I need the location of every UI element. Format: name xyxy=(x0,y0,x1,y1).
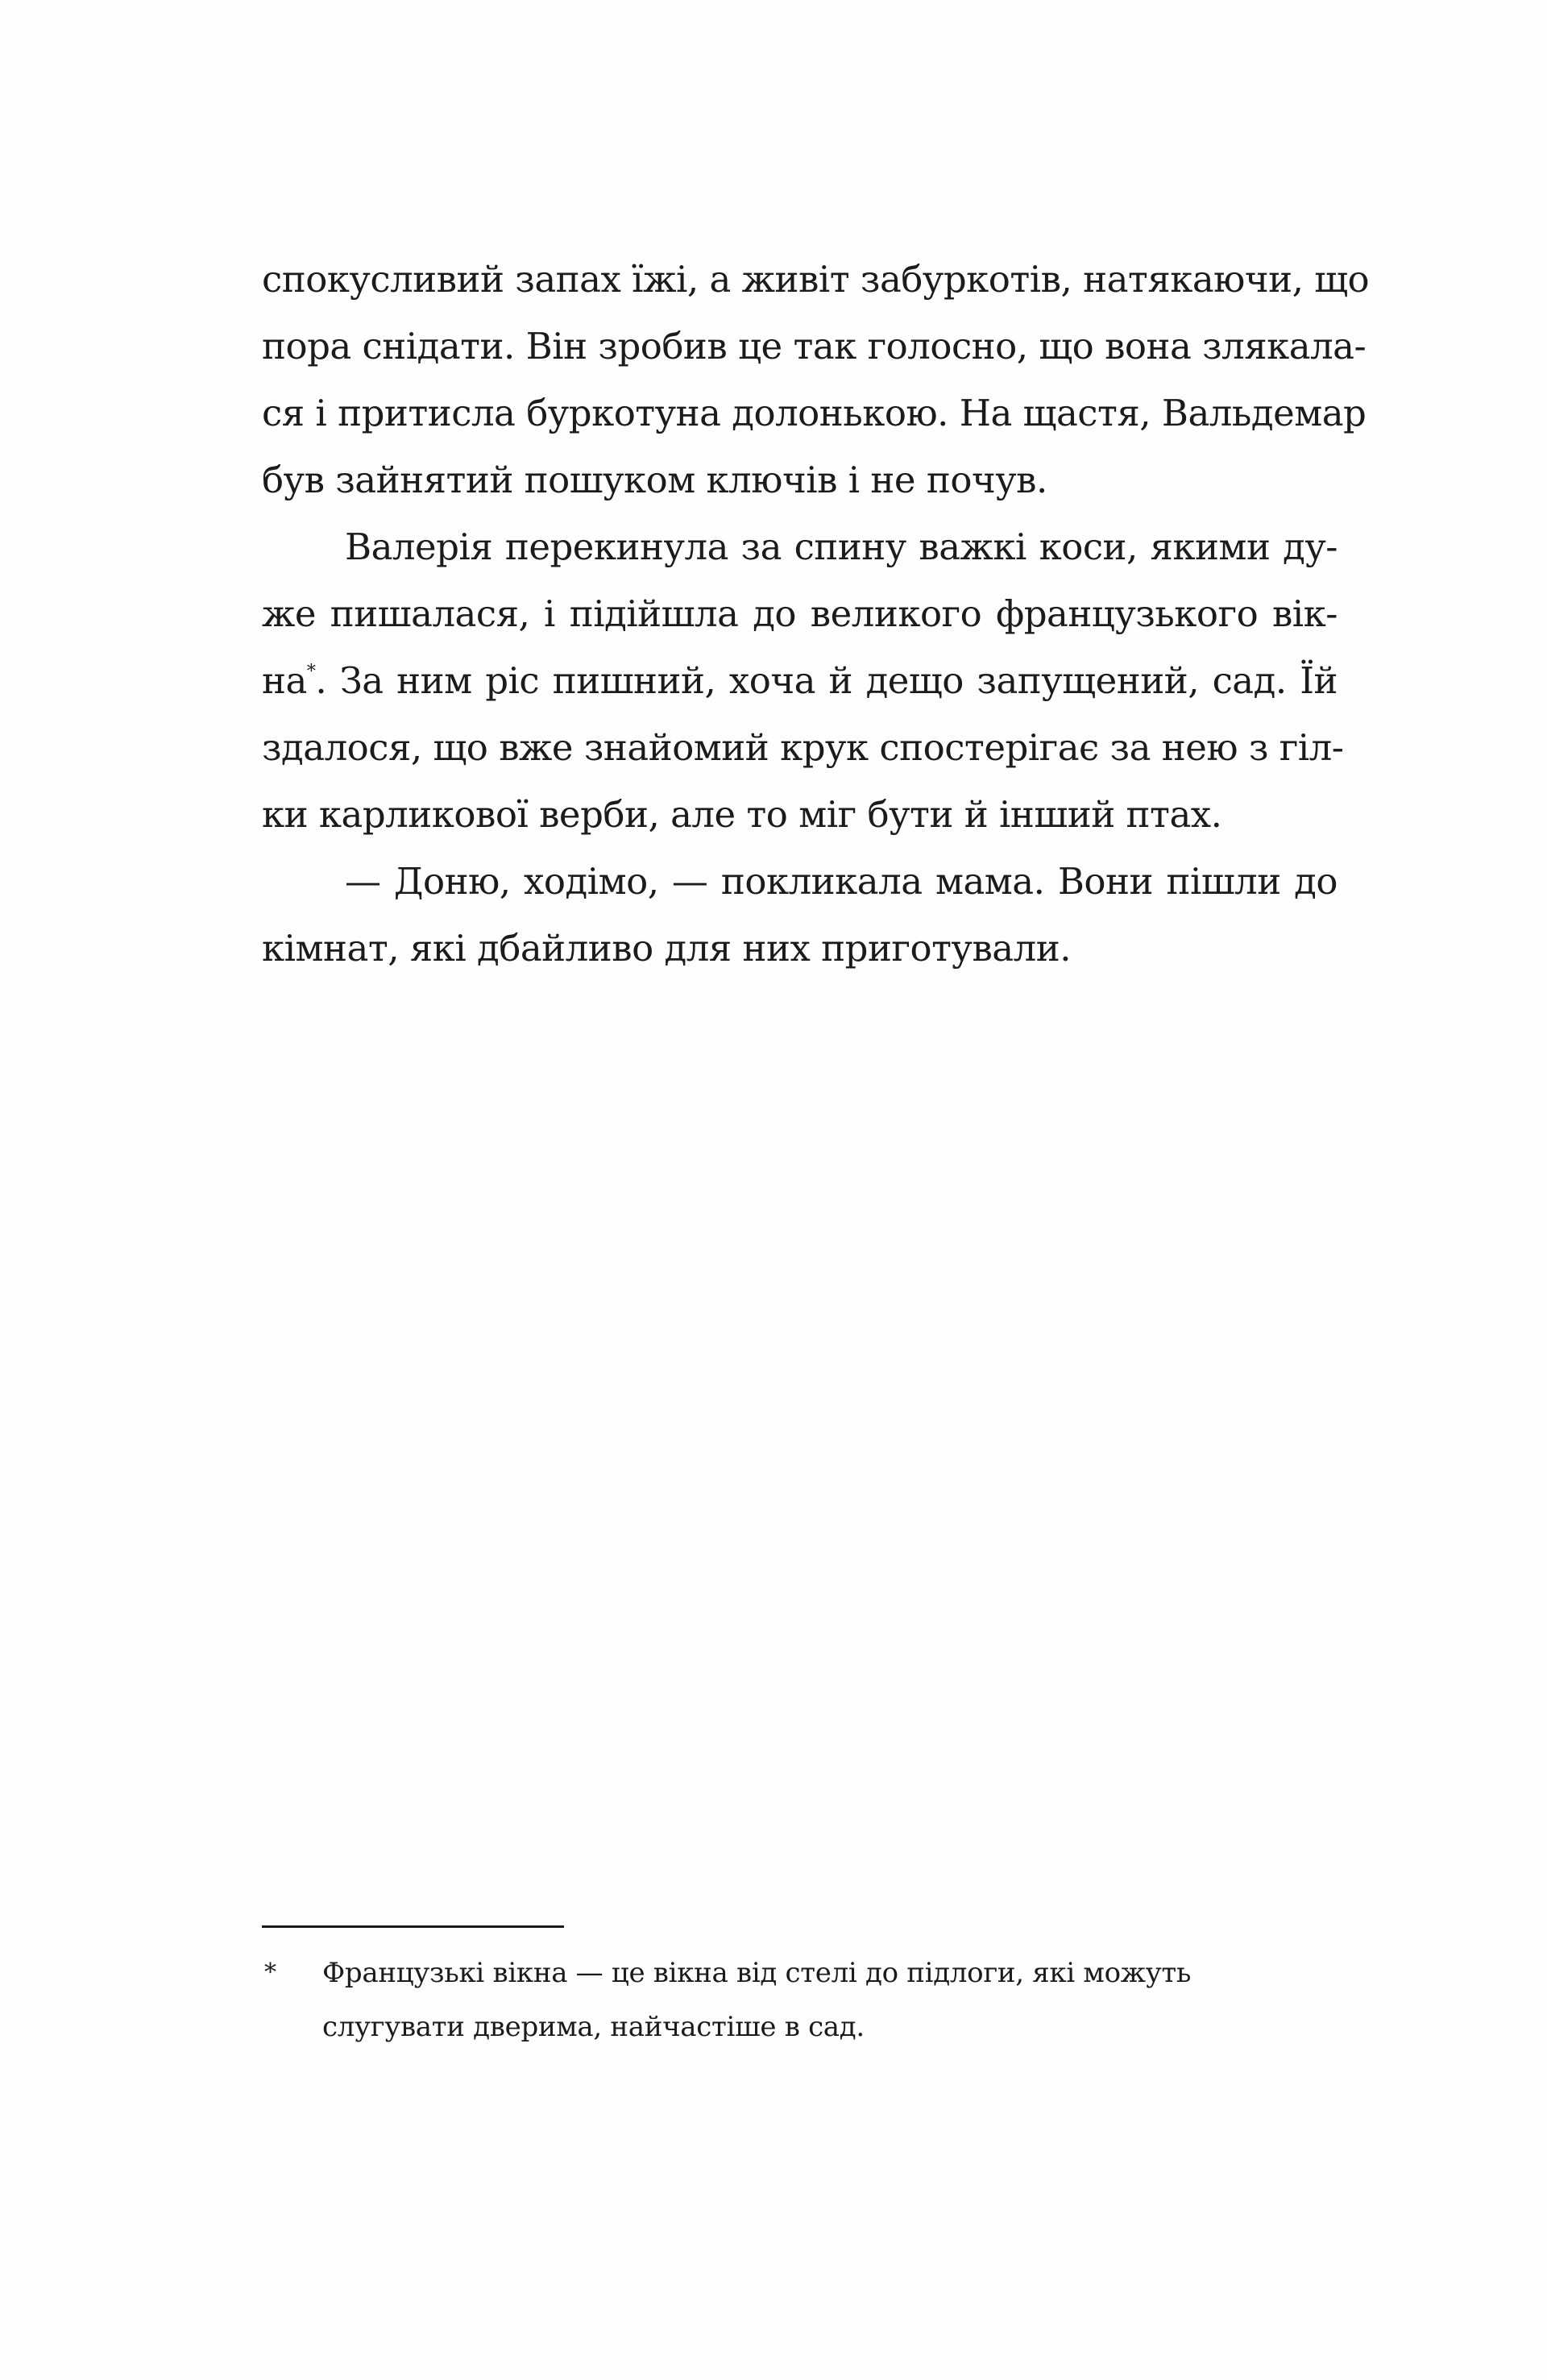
text-line: — Доню, ходімо, — покликала мама. Вони пішли до xyxy=(345,860,1338,903)
text-line: спокусливий запах їжі, а живіт забуркотів, натякаючи, що xyxy=(262,258,1370,301)
paragraph-3 xyxy=(262,848,1338,982)
text-line: був зайнятий пошуком ключів і не почув. xyxy=(262,459,1047,501)
footnote-reference[interactable]: * xyxy=(306,662,316,682)
footnote-body xyxy=(322,1949,1338,2057)
footnote-line: слугувати дверима, найчастіше в сад. xyxy=(322,2011,865,2043)
footnote-line: Французькі вікна — це вікна від стелі до підлоги, які можуть xyxy=(322,1957,1192,1989)
text-line: кімнат, які дбайливо для них приготували. xyxy=(262,927,1072,970)
text-line: ся і притисла буркотуна долонькою. На щастя, Вальдемар xyxy=(262,392,1367,434)
text-line: здалося, що вже знайомий крук спостерігає за нею з гіл- xyxy=(262,726,1344,769)
paragraph-1 xyxy=(262,246,1370,513)
footnote-divider xyxy=(262,1925,564,1928)
text-fragment: . xyxy=(315,659,327,702)
text-line: же пишалася, і підійшла до великого французького вік- xyxy=(262,592,1338,635)
main-text xyxy=(262,246,1370,982)
text-line: Валерія перекинула за спину важкі коси, якими ду- xyxy=(345,525,1338,568)
text-fragment: на xyxy=(262,659,307,702)
text-line: пора снідати. Він зробив це так голосно, що вона злякала- xyxy=(262,325,1367,368)
footnote-marker: * xyxy=(264,1958,276,1987)
text-fragment: За ним ріс пишний, хоча й дещо запущений, сад. Їй xyxy=(339,659,1338,702)
paragraph-2 xyxy=(262,513,1344,848)
text-line-with-footnote xyxy=(262,647,1338,714)
text-line: ки карликової верби, але то міг бути й інший птах. xyxy=(262,793,1222,836)
